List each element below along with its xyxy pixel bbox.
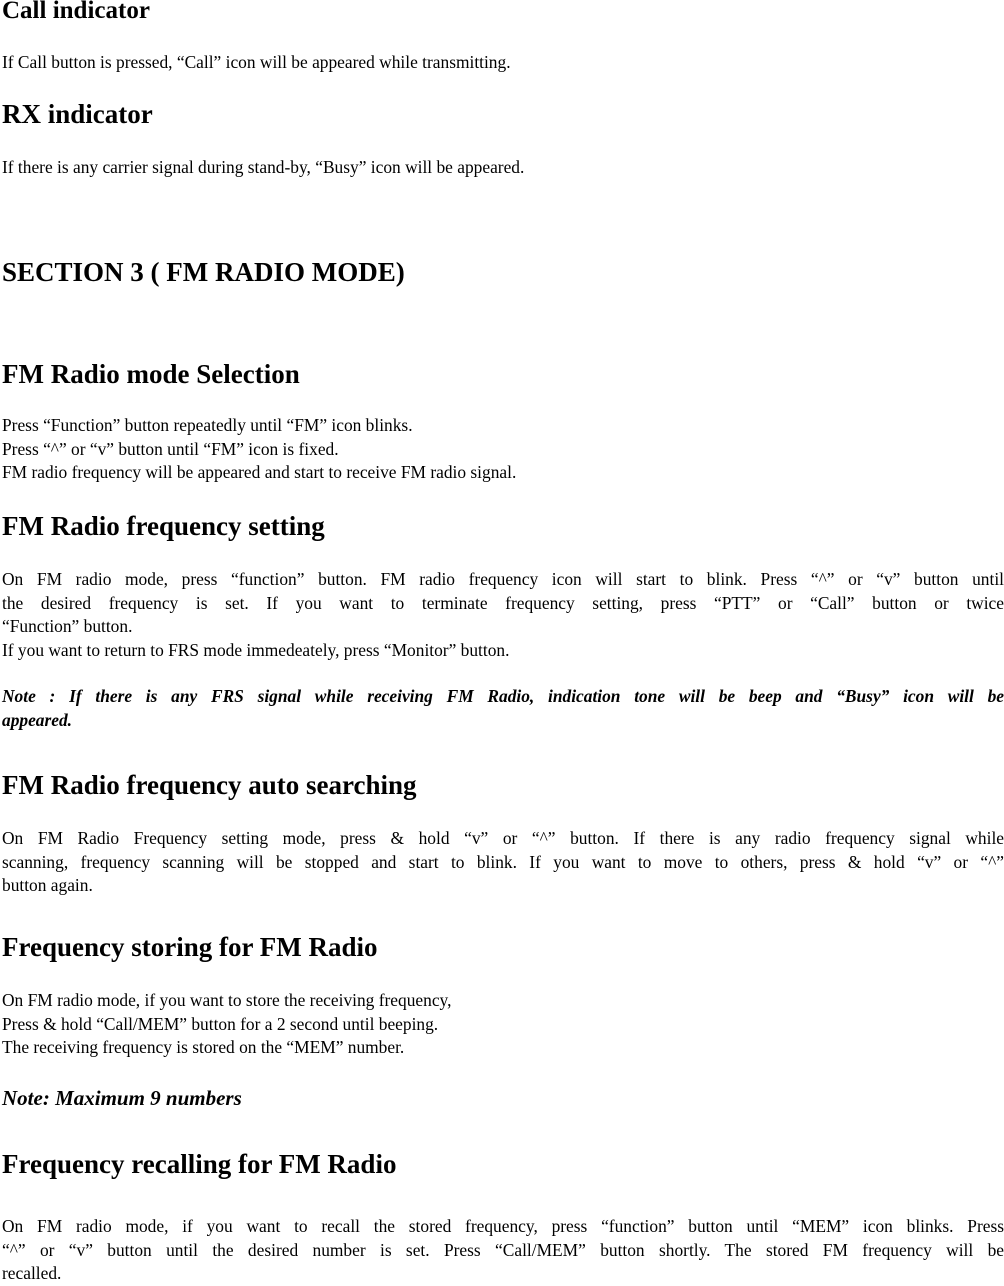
text-line: the desired frequency is set. If you want to terminate frequency setting, press “PTT” or “Call” button or twice bbox=[2, 592, 1004, 613]
text-line: Press “^” or “v” button until “FM” icon is fixed. bbox=[2, 438, 339, 459]
rx-indicator-text: If there is any carrier signal during stand-by, “Busy” icon will be appeared. bbox=[2, 157, 525, 177]
heading-section-3: SECTION 3 ( FM RADIO MODE) bbox=[2, 257, 405, 287]
text-line: On FM Radio Frequency setting mode, press & hold “v” or “^” button. If there is any radio frequency signal while bbox=[2, 828, 1004, 848]
text-line: “Function” button. bbox=[2, 616, 133, 636]
fm-storing-text bbox=[2, 989, 1004, 1060]
heading-fm-storing: Frequency storing for FM Radio bbox=[2, 932, 378, 962]
heading-fm-frequency-setting: FM Radio frequency setting bbox=[2, 511, 325, 541]
call-indicator-text: If Call button is pressed, “Call” icon will be appeared while transmitting. bbox=[2, 52, 511, 72]
text-line: On FM radio mode, if you want to store the receiving frequency, bbox=[2, 990, 452, 1010]
fm-recalling-text bbox=[2, 1215, 1004, 1286]
heading-call-indicator: Call indicator bbox=[2, 0, 150, 24]
note-line: Note : If there is any FRS signal while receiving FM Radio, indication tone will be beep and “Busy” icon will be bbox=[2, 686, 1004, 706]
fm-frequency-setting-note bbox=[2, 685, 1004, 732]
note-line: appeared. bbox=[2, 709, 73, 730]
text-line: On FM radio mode, press “function” button. FM radio frequency icon will start to blink. Press “^” or “v” button until bbox=[2, 569, 1004, 589]
text-line: scanning, frequency scanning will be stopped and start to blink. If you want to move to others, press & hold “v” or “^” bbox=[2, 851, 1004, 872]
text-line: recalled. bbox=[2, 1263, 62, 1283]
fm-auto-searching-text bbox=[2, 827, 1004, 898]
text-line: Press “Function” button repeatedly until “FM” icon blinks. bbox=[2, 415, 413, 435]
fm-storing-note: Note: Maximum 9 numbers bbox=[2, 1086, 242, 1110]
text-line: FM radio frequency will be appeared and start to receive FM radio signal. bbox=[2, 462, 517, 482]
text-line: button again. bbox=[2, 875, 93, 895]
fm-frequency-setting-text bbox=[2, 568, 1004, 662]
text-line: On FM radio mode, if you want to recall the stored frequency, press “function” button until “MEM” icon blinks. Press bbox=[2, 1216, 1004, 1236]
fm-mode-selection-text bbox=[2, 414, 1004, 485]
text-line: “^” or “v” button until the desired number is set. Press “Call/MEM” button shortly. The stored FM frequency will be bbox=[2, 1239, 1004, 1260]
text-line: Press & hold “Call/MEM” button for a 2 second until beeping. bbox=[2, 1013, 439, 1034]
document-page bbox=[2, 0, 1004, 1281]
heading-rx-indicator: RX indicator bbox=[2, 99, 153, 129]
text-line: The receiving frequency is stored on the “MEM” number. bbox=[2, 1037, 405, 1057]
text-line: If you want to return to FRS mode immedeately, press “Monitor” button. bbox=[2, 639, 510, 660]
heading-fm-recalling: Frequency recalling for FM Radio bbox=[2, 1149, 397, 1179]
heading-fm-auto-searching: FM Radio frequency auto searching bbox=[2, 770, 417, 800]
heading-fm-mode-selection: FM Radio mode Selection bbox=[2, 359, 300, 389]
